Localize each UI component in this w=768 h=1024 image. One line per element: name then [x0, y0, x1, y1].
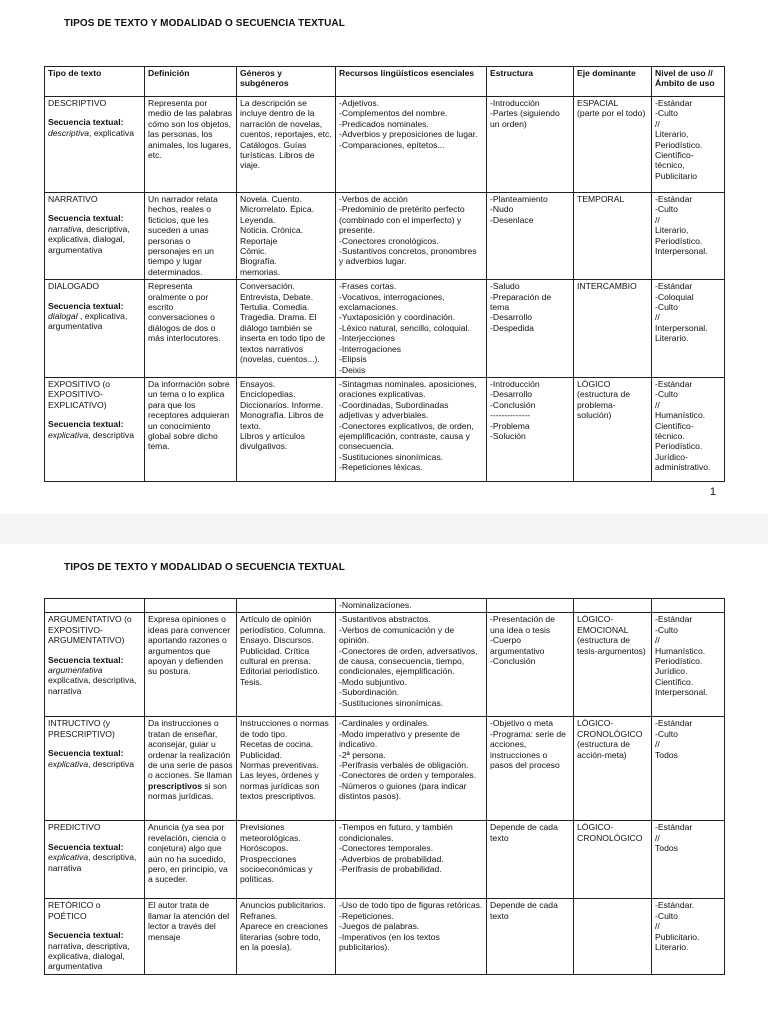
- genre-line: Novela. Cuento. Microrrelato. Épica. Leyenda.: [240, 194, 315, 225]
- axis-line: (estructura de acción-meta): [577, 739, 631, 760]
- axis-line: LÓGICO: [577, 378, 611, 389]
- resource-line: -Elipsis: [339, 354, 367, 365]
- resource-line: -Interrogaciones: [339, 343, 402, 354]
- definition-emphasis: prescriptivos: [148, 780, 202, 791]
- cell-estructura: [487, 280, 574, 378]
- header-recursos: Recursos lingüísticos esenciales: [336, 67, 487, 97]
- page-number: 1: [709, 486, 716, 498]
- table-header-row: [45, 67, 725, 97]
- axis-line: INTERCAMBIO: [577, 281, 637, 292]
- cell-tipo: [45, 899, 145, 974]
- structure-line: -Problema: [490, 420, 530, 431]
- sequence-rest: , descriptiva: [88, 758, 134, 769]
- structure-line: -Introducción: [490, 98, 540, 108]
- usage-line: -Estándar.: [655, 900, 695, 911]
- sequence-rest: , explicativa, argumentativa: [48, 311, 128, 332]
- usage-line: -Estándar: [655, 98, 693, 108]
- resource-line: -Yuxtaposición y coordinación.: [339, 312, 456, 323]
- genre-line: Prospecciones socioeconómicas y políticas.: [240, 853, 313, 885]
- genre-line: Ensayos.: [240, 378, 276, 389]
- sequence-label-text: Secuencia textual:: [48, 930, 124, 941]
- cell-eje: [574, 899, 652, 974]
- structure-line: Depende de cada texto: [490, 900, 558, 921]
- structure-line: -Despedida: [490, 322, 534, 333]
- structure-line: -Conclusión: [490, 399, 536, 410]
- cell-recursos: [336, 821, 487, 899]
- cell-generos: [237, 899, 336, 974]
- usage-line: Interpersonal. Literario.: [655, 322, 708, 344]
- definition-text: Representa por medio de las palabras cómo son los objetos, las personas, los animales, los lugares, etc.: [148, 98, 233, 161]
- usage-line: //: [655, 214, 660, 225]
- structure-line: -Preparación de tema: [490, 291, 552, 313]
- resource-line: -Sustantivos concretos, pronombres y adverbios lugar.: [339, 246, 477, 267]
- definition-text: Da instrucciones o tratan de enseñar, aconsejar, guiar u ordenar la realización de una serie de pasos o acciones. Se llaman: [148, 718, 233, 781]
- sequence-label: [48, 301, 141, 311]
- cell-recursos: [336, 280, 487, 378]
- page-title: TIPOS DE TEXTO Y MODALIDAD O SECUENCIA TEXTUAL: [64, 562, 345, 573]
- cell-recursos: [336, 193, 487, 280]
- resource-line: -Modo imperativo y presente de indicativo.: [339, 728, 460, 750]
- text-type-name: INTRUCTIVO (y PRESCRIPTIVO): [48, 718, 115, 739]
- cell-definicion: [145, 193, 237, 280]
- structure-line: -Cuerpo argumentativo: [490, 635, 545, 656]
- resource-line: -Conectores de orden, adversativos, de causa, consecuencia, tiempo, condicionales, ejemplificación.: [339, 645, 478, 677]
- structure-line: -Conclusión: [490, 656, 536, 667]
- sequence-label-text: Secuencia textual:: [48, 841, 124, 852]
- resource-line: -Frases cortas.: [339, 281, 397, 292]
- usage-line: -Estándar: [655, 718, 693, 729]
- sequence-values: [48, 311, 141, 332]
- cell-eje: [574, 193, 652, 280]
- resource-line: -2ª persona.: [339, 749, 386, 760]
- page-title: TIPOS DE TEXTO Y MODALIDAD O SECUENCIA TEXTUAL: [64, 18, 345, 29]
- genre-line: Horóscopos.: [240, 843, 289, 854]
- resource-line: -Imperativos (en los textos publicitarios).: [339, 931, 440, 953]
- genre-line: Biografía.: [240, 256, 277, 267]
- axis-line: (estructura de tesis-argumentos): [577, 635, 646, 656]
- sequence-label-text: Secuencia textual:: [48, 748, 124, 759]
- resource-line: -Verbos de comunicación y de opinión.: [339, 624, 455, 646]
- cell-nivel: [652, 821, 725, 899]
- cell-recursos: [336, 899, 487, 974]
- usage-line: Literario, Periodístico. Científico-técnico, Publicitario: [655, 129, 703, 181]
- resource-line: -Predominio de pretérito perfecto (combinado con el imperfecto) y presente.: [339, 204, 465, 236]
- text-type-name: NARRATIVO: [48, 194, 98, 204]
- usage-line: //: [655, 921, 660, 932]
- resource-line: -Sustantivos abstractos.: [339, 614, 431, 625]
- usage-line: -Estándar: [655, 614, 693, 625]
- sequence-label-text: Secuencia textual:: [48, 654, 124, 665]
- sequence-dominant: argumentativa: [48, 665, 103, 676]
- sequence-rest: , descriptiva, narrativa: [48, 852, 137, 873]
- resource-line: -Sustituciones sinonímicas.: [339, 451, 444, 462]
- cell-tipo: [45, 377, 145, 481]
- structure-line: -Desarrollo: [490, 312, 533, 323]
- resource-line: -Subordinación.: [339, 687, 400, 698]
- text-type-name: PREDICTIVO: [48, 822, 101, 833]
- genre-line: Artículo de opinión periodístico. Columna. Ensayo. Discursos. Publicidad. Crítica cultural en prensa. Editorial periodístico.: [240, 614, 326, 677]
- resource-line: -Sintagmas nominales. aposiciones, oraciones explicativas.: [339, 378, 477, 400]
- structure-line: -Planteamiento: [490, 194, 548, 204]
- usage-line: -Estándar: [655, 822, 693, 833]
- cell-recursos: [336, 717, 487, 821]
- genre-line: Conversación. Entrevista, Debate. Tertulia. Comedia. Tragedia. Drama. El diálogo también se inserta en todo tipo de textos narrativos (novelas, cuentos...).: [240, 281, 326, 365]
- structure-line: -Introducción: [490, 378, 540, 389]
- cell-definicion: [145, 821, 237, 899]
- resource-line: -Comparaciones, epítetos...: [339, 139, 445, 150]
- cell-generos: [237, 97, 336, 193]
- usage-line: -Culto: [655, 728, 678, 739]
- sequence-values: [48, 128, 141, 138]
- resource-line: -Perífrasis de probabilidad.: [339, 864, 442, 875]
- table-row-continuation: [45, 599, 725, 613]
- cell-definicion: [145, 377, 237, 481]
- sequence-label-text: Secuencia textual:: [48, 117, 124, 128]
- cell-estructura: [487, 193, 574, 280]
- axis-line: ESPACIAL: [577, 98, 619, 108]
- usage-line: Humanístico. Periodístico. Jurídico. Científico. Interpersonal.: [655, 645, 708, 698]
- genre-line: Normas preventivas.: [240, 760, 319, 771]
- genre-line: Enciclopedias.: [240, 389, 296, 400]
- resource-line: -Adjetivos.: [339, 98, 380, 108]
- sequence-dominant: dialogal: [48, 311, 78, 322]
- sequence-label: [48, 213, 141, 223]
- resource-line: -Conectores de orden y temporales.: [339, 770, 477, 781]
- definition-text: si son normas jurídicas.: [148, 780, 227, 802]
- cell-eje: [574, 717, 652, 821]
- definition-text: Expresa opiniones o ideas para convencer aportando razones o argumentos que apoyan y defienden su postura.: [148, 614, 231, 677]
- resource-line: -Modo subjuntivo.: [339, 676, 407, 687]
- structure-line: -Nudo: [490, 204, 514, 215]
- resource-line: -Deixis: [339, 364, 366, 375]
- usage-line: Literario, Periodístico. Interpersonal.: [655, 225, 708, 257]
- cell-definicion: [145, 97, 237, 193]
- cell-definicion: [145, 899, 237, 974]
- usage-line: -Culto: [655, 108, 678, 119]
- resource-line: -Uso de todo tipo de figuras retóricas.: [339, 900, 483, 911]
- cell-nivel: [652, 280, 725, 378]
- sequence-label: [48, 117, 141, 127]
- sequence-values: [48, 759, 141, 769]
- cell-generos: [237, 717, 336, 821]
- sequence-rest: , descriptiva, explicativa, dialogal, argumentativa: [48, 223, 130, 255]
- cell-estructura: [487, 821, 574, 899]
- cell-definicion: [145, 280, 237, 378]
- cell-nivel: [652, 193, 725, 280]
- table-row: [45, 717, 725, 821]
- resource-line: -Adverbios y preposiciones de lugar.: [339, 129, 478, 140]
- table-row: [45, 377, 725, 481]
- cell-nivel: [652, 899, 725, 974]
- resource-line: -Cardinales y ordinales.: [339, 718, 430, 729]
- definition-text: Anuncia (ya sea por revelación, ciencia o conjetura) algo que aún no ha sucedido, pero, en principio, va a suceder.: [148, 822, 228, 885]
- usage-line: //: [655, 739, 660, 750]
- sequence-label-text: Secuencia textual:: [48, 419, 124, 430]
- genre-line: La descripción se incluye dentro de la narración de novelas, cuentos, reportajes, etc.: [240, 98, 332, 140]
- header-generos: Géneros y subgéneros: [237, 67, 336, 97]
- usage-line: Publicitario. Literario.: [655, 931, 700, 953]
- genre-line: Instrucciones o normas de todo tipo.: [240, 718, 329, 739]
- genre-line: Tesis.: [240, 676, 262, 687]
- genre-line: Refranes.: [240, 910, 278, 921]
- cell-nivel: [652, 97, 725, 193]
- usage-line: -Culto: [655, 910, 678, 921]
- table-row: [45, 97, 725, 193]
- resource-line: -Predicados nominales.: [339, 118, 429, 129]
- resource-line: -Conectores temporales.: [339, 843, 434, 854]
- resource-line: -Sustituciones sinonímicas.: [339, 697, 444, 708]
- sequence-rest: narrativa, descriptiva, explicativa, dialogal, argumentativa: [48, 940, 130, 972]
- cell-eje: [574, 280, 652, 378]
- sequence-label: [48, 842, 141, 852]
- cell-definicion: [145, 613, 237, 717]
- genre-line: memorias.: [240, 266, 281, 277]
- sequence-values: [48, 665, 141, 696]
- resource-line: -Perífrasis verbales de obligación.: [339, 760, 469, 771]
- structure-line: -Partes (siguiendo un orden): [490, 108, 560, 129]
- axis-line: LÓGICO-EMOCIONAL: [577, 614, 629, 635]
- cell-estructura: [487, 377, 574, 481]
- sequence-label: [48, 419, 141, 429]
- genre-line: Previsiones meteorológicas.: [240, 822, 301, 843]
- cell-recursos: [336, 613, 487, 717]
- document-page-2: [0, 544, 768, 1024]
- usage-line: -Coloquial: [655, 291, 694, 302]
- text-type-name: EXPOSITIVO (o EXPOSITIVO-EXPLICATIVO): [48, 378, 111, 410]
- text-types-table-continued: [44, 598, 725, 975]
- usage-line: Todos: [655, 749, 678, 760]
- cell-tipo: [45, 613, 145, 717]
- cell-eje: [574, 613, 652, 717]
- usage-line: -Culto: [655, 624, 678, 635]
- usage-line: -Culto: [655, 204, 678, 215]
- sequence-values: [48, 941, 141, 972]
- axis-line: TEMPORAL: [577, 194, 625, 204]
- sequence-dominant: narrativa: [48, 223, 82, 234]
- cell-nivel: [652, 613, 725, 717]
- text-type-name: DIALOGADO: [48, 281, 100, 292]
- genre-line: Cómic.: [240, 246, 267, 257]
- resource-line: -Repeticiones léxicas.: [339, 462, 423, 473]
- structure-line: -Desenlace: [490, 214, 534, 225]
- definition-text: Un narrador relata hechos, reales o ficticios, que les suceden a unas personas o personajes en un tiempo y lugar determinados.: [148, 194, 218, 277]
- cell-eje: [574, 97, 652, 193]
- structure-line: --------------: [490, 410, 531, 421]
- sequence-values: [48, 224, 141, 255]
- usage-line: -Estándar: [655, 378, 693, 389]
- text-type-name: RETÓRICO o POÉTICO: [48, 900, 101, 921]
- header-estructura: Estructura: [487, 67, 574, 97]
- header-definicion: Definición: [145, 67, 237, 97]
- genre-line: Recetas de cocina.: [240, 739, 314, 750]
- structure-line: -Desarrollo: [490, 389, 533, 400]
- cell-generos: [237, 613, 336, 717]
- table-row: [45, 899, 725, 974]
- cell-nivel: [652, 717, 725, 821]
- genre-line: Catálogos. Guías turísticas. Libros de viaje.: [240, 139, 315, 171]
- cell-recursos: [336, 97, 487, 193]
- cell-tipo: [45, 97, 145, 193]
- sequence-dominant: explicativa: [48, 852, 89, 863]
- resource-line: -Números o guiones (para indicar distintos pasos).: [339, 780, 467, 802]
- cell-generos: [237, 280, 336, 378]
- resource-line: -Adverbios de probabilidad.: [339, 853, 444, 864]
- structure-line: Depende de cada texto: [490, 822, 558, 843]
- sequence-rest: , descriptiva: [88, 429, 134, 440]
- axis-line: LÓGICO-CRONOLÓGICO: [577, 822, 643, 843]
- axis-line: (estructura de problema-solución): [577, 389, 631, 421]
- resource-line: -Verbos de acción: [339, 194, 408, 204]
- genre-line: Aparece en creaciones literarias (sobre todo, en la poesía).: [240, 921, 328, 953]
- cell-eje: [574, 377, 652, 481]
- table-row: [45, 280, 725, 378]
- genre-line: Diccionarios. Informe. Monografía. Libros de texto.: [240, 399, 324, 431]
- usage-line: Humanístico. Científico-técnico. Periodístico. Jurídico-administrativo.: [655, 410, 711, 473]
- cell-generos: [237, 821, 336, 899]
- structure-line: -Presentación de una idea o tesis: [490, 614, 555, 635]
- genre-line: Publicidad.: [240, 749, 283, 760]
- usage-line: -Culto: [655, 302, 678, 313]
- text-types-table: [44, 66, 725, 482]
- definition-text: Representa oralmente o por escrito conversaciones o diálogos de dos o más interlocutores.: [148, 281, 221, 344]
- sequence-values: [48, 852, 141, 873]
- header-nivel: Nivel de uso // Ámbito de uso: [652, 67, 725, 97]
- sequence-label: [48, 655, 141, 665]
- cell-estructura: [487, 613, 574, 717]
- axis-line: LÓGICO-CRONOLÓGICO: [577, 718, 643, 739]
- sequence-dominant: explicativa: [48, 758, 89, 769]
- structure-line: -Saludo: [490, 281, 520, 292]
- usage-line: -Estándar: [655, 281, 693, 292]
- structure-line: -Programa: serie de acciones, instrucciones o pasos del proceso: [490, 728, 566, 771]
- resource-line: -Complementos del nombre.: [339, 108, 448, 119]
- structure-line: -Solución: [490, 430, 526, 441]
- table-row: [45, 821, 725, 899]
- genre-line: Anuncios publicitarios.: [240, 900, 326, 911]
- cell-tipo: [45, 193, 145, 280]
- usage-line: //: [655, 312, 660, 323]
- resource-line: -Vocativos, interrogaciones, exclamaciones.: [339, 291, 445, 313]
- cell-recursos: -Nominalizaciones.: [336, 599, 487, 613]
- cell-tipo: [45, 717, 145, 821]
- cell-recursos: [336, 377, 487, 481]
- text-type-name: DESCRIPTIVO: [48, 98, 107, 108]
- cell-definicion: [145, 717, 237, 821]
- table-row: [45, 193, 725, 280]
- usage-line: //: [655, 399, 660, 410]
- genre-line: Las leyes, órdenes y normas jurídicas son textos prescriptivos.: [240, 770, 320, 802]
- sequence-label: [48, 930, 141, 940]
- text-type-name: ARGUMENTATIVO (o EXPOSITIVO-ARGUMENTATIVO): [48, 614, 132, 646]
- structure-line: -Objetivo o meta: [490, 718, 554, 729]
- resource-line: -Juegos de palabras.: [339, 921, 420, 932]
- genre-line: Noticia. Crónica. Reportaje: [240, 225, 304, 246]
- definition-text: El autor trata de llamar la atención del lector a través del mensaje: [148, 900, 230, 942]
- sequence-dominant: descriptiva: [48, 127, 90, 138]
- cell-generos: [237, 193, 336, 280]
- header-eje: Eje dominante: [574, 67, 652, 97]
- header-tipo: Tipo de texto: [45, 67, 145, 97]
- cell-nivel: [652, 377, 725, 481]
- definition-text: Da información sobre un tema o lo explica para que los receptores adquieran un conocimiento global sobre dicho tema.: [148, 378, 230, 452]
- sequence-label: [48, 748, 141, 758]
- resource-line: -Tiempos en futuro, y también condicionales.: [339, 822, 453, 843]
- sequence-rest: , explicativa: [89, 127, 134, 138]
- resource-line: -Conectores cronológicos.: [339, 235, 439, 246]
- sequence-label-text: Secuencia textual:: [48, 213, 124, 224]
- cell-tipo: [45, 280, 145, 378]
- sequence-rest: explicativa, descriptiva, narrativa: [48, 675, 137, 696]
- usage-line: //: [655, 118, 660, 129]
- resource-line: -Léxico natural, sencillo, coloquial.: [339, 322, 470, 333]
- usage-line: -Estándar: [655, 194, 693, 204]
- cell-eje: [574, 821, 652, 899]
- cell-estructura: [487, 717, 574, 821]
- sequence-label-text: Secuencia textual:: [48, 300, 124, 311]
- resource-line: -Interjecciones: [339, 333, 395, 344]
- table-row: [45, 613, 725, 717]
- sequence-dominant: explicativa: [48, 429, 89, 440]
- usage-line: //: [655, 832, 660, 843]
- usage-line: //: [655, 635, 660, 646]
- usage-line: -Culto: [655, 389, 678, 400]
- genre-line: Libros y artículos divulgativos.: [240, 430, 305, 452]
- resource-line: -Repeticiones.: [339, 910, 394, 921]
- sequence-values: [48, 430, 141, 440]
- cell-estructura: [487, 899, 574, 974]
- resource-line: -Conectores explicativos, de orden, ejemplificación, contraste, causa y consecuencia.: [339, 420, 474, 452]
- resource-line: -Coordinadas, Subordinadas adjetivas y adverbiales.: [339, 399, 449, 421]
- cell-generos: [237, 377, 336, 481]
- usage-line: Todos: [655, 843, 678, 854]
- cell-tipo: [45, 821, 145, 899]
- cell-estructura: [487, 97, 574, 193]
- axis-line: (parte por el todo): [577, 108, 646, 119]
